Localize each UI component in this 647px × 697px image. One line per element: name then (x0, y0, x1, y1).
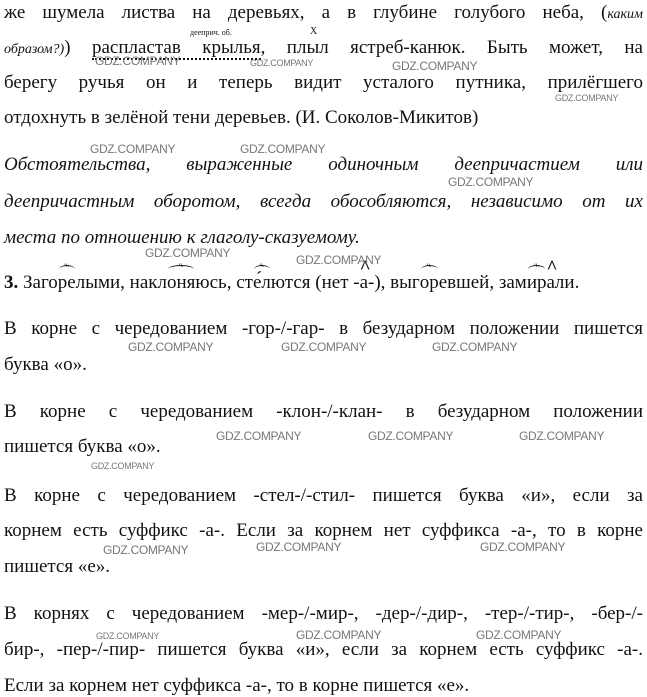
watermark: GDZ.COMPANY (240, 142, 326, 156)
watermark: GDZ.COMPANY (448, 175, 534, 189)
text-line-2: образом?)) распластав крылья, плыл ястреб-канюк. Быть может, на (4, 37, 643, 58)
para-4-line-3: Если за корнем нет суффикса -а-, то в корне пишется «е». (4, 675, 470, 696)
root-arc: ч. ор (419, 263, 439, 293)
watermark: GDZ.COMPANY (519, 429, 605, 443)
text-line-4: отдохнуть в зелёной тени деревьев. (И. Соколов-Микитов) (4, 107, 479, 128)
para-3-line-3: пишется «е». (4, 556, 111, 577)
root-arc: ч. е́л (252, 263, 271, 293)
watermark: GDZ.COMPANY (216, 429, 302, 443)
rule-line-3: места по отношению к глаголу-сказуемому. (4, 227, 360, 248)
watermark: GDZ.COMPANY (96, 631, 160, 641)
watermark: GDZ.COMPANY (145, 246, 231, 260)
para-4-line-2: бир-, -пер-/-пир- пишется буква «и», если за корнем есть суффикс -а-. (4, 639, 643, 660)
root-arc: ч. ир (526, 263, 547, 293)
text-line-3: берегу ручья он и теперь видит усталого путника, прилёгшего (4, 72, 643, 93)
watermark: GDZ.COMPANY (91, 461, 155, 471)
participle-phrase: распластав крылья (91, 37, 261, 58)
para-3-line-2: корнем есть суффикс -а-. Если за корнем нет суффикса -а-, то в корне (4, 520, 643, 541)
text-line-1: же шумела листва на деревьях, а в глубине голубого неба, (каким (4, 2, 643, 23)
para-3-line-1: В корне с чередованием -стел-/-стил- пишется буква «и», если за (4, 485, 643, 506)
watermark: GDZ.COMPANY (296, 253, 382, 267)
watermark: GDZ.COMPANY (103, 543, 189, 557)
watermark: GDZ.COMPANY (392, 59, 478, 73)
watermark: GDZ.COMPANY (95, 54, 181, 68)
watermark: GDZ.COMPANY (480, 540, 566, 554)
para-4-line-1: В корнях с чередованием -мер-/-мир-, -дер-/-дир-, -тер-/-тир-, -бер-/- (4, 603, 643, 624)
watermark: GDZ.COMPANY (128, 340, 214, 354)
suffix-mark: а ^ (546, 272, 554, 294)
watermark: GDZ.COMPANY (256, 540, 342, 554)
section-3-words: 3. Заго ч. релыми, накл ч. оняюсь, ст ч. е́лются (нет -а ^-), выг ч. оревшей, зам ч. ира ^ли. (4, 272, 643, 294)
para-2-line-1: В корне с чередованием -клон-/-клан- в безударном положении (4, 401, 643, 422)
root-arc: ч. оня (166, 263, 196, 293)
watermark: GDZ.COMPANY (476, 628, 562, 642)
root-arc: ч. ре (57, 263, 76, 293)
rule-line-1: Обстоятельства, выраженные одиночным деепричастием или (4, 154, 643, 175)
suffix-mark: а ^ (360, 272, 368, 294)
watermark: GDZ.COMPANY (90, 142, 176, 156)
watermark: GDZ.COMPANY (432, 340, 518, 354)
watermark: GDZ.COMPANY (250, 58, 314, 68)
para-1-line-2: буква «о». (4, 354, 87, 375)
watermark: GDZ.COMPANY (281, 340, 367, 354)
watermark: GDZ.COMPANY (555, 93, 619, 103)
x-mark: X (310, 26, 318, 37)
watermark: GDZ.COMPANY (296, 628, 382, 642)
para-1-line-1: В корне с чередованием -гор-/-гар- в безударном положении пишется (4, 318, 643, 339)
para-2-line-2: пишется буква «о». (4, 436, 161, 457)
watermark: GDZ.COMPANY (368, 429, 454, 443)
participle-phrase-label: дееприч. об. (190, 28, 232, 37)
rule-line-2: деепричастным оборотом, всегда обособляются, независимо от их (4, 191, 643, 212)
